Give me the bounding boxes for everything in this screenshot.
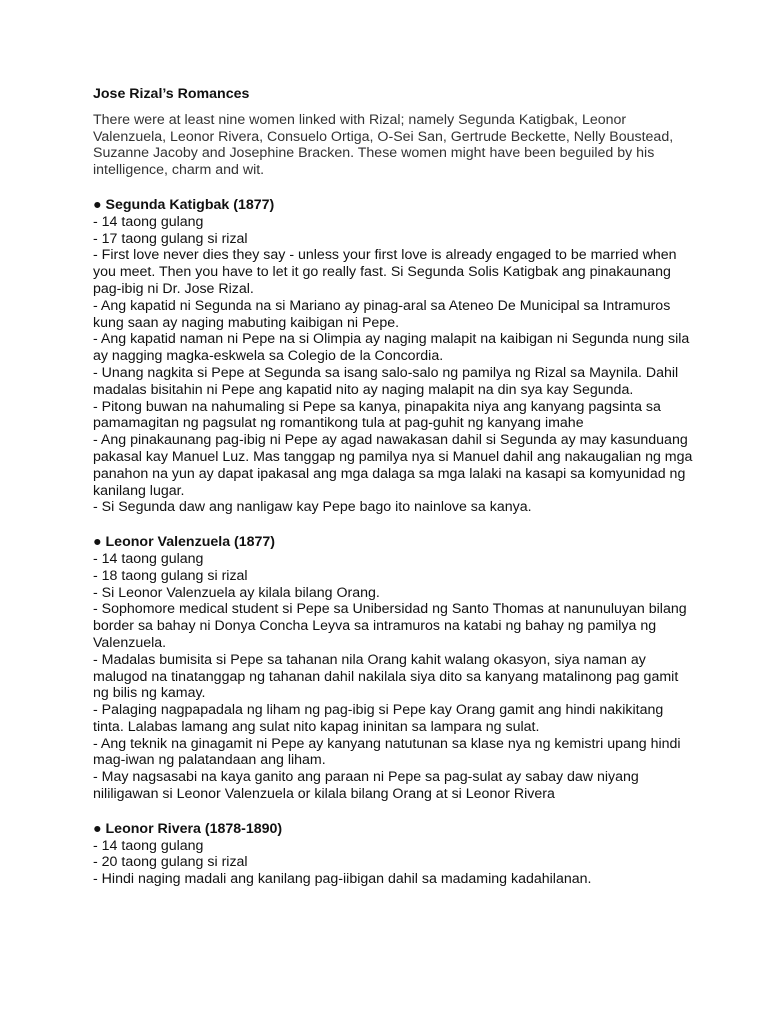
list-item: - May nagsasabi na kaya ganito ang paraan ni Pepe sa pag-sulat ay sabay daw niyang nililigawan si Leonor Valenzuela or kilala bilang Orang at si Leonor Rivera [93,769,639,803]
document-title: Jose Rizal’s Romances [93,86,250,102]
list-item: - Madalas bumisita si Pepe sa tahanan nila Orang kahit walang okasyon, siya naman ay malugod na tinatanggap ng tahanan dahil nakilala siya dito sa kanyang matalinong pag gamit ng bilis ng kamay. [93,651,679,702]
list-item: - Unang nagkita si Pepe at Segunda sa isang salo-salo ng pamilya ng Rizal sa Maynila. Dahil madalas bisitahin ni Pepe ang kapatid nito ay naging malapit na din sya kay Segunda. [93,364,679,398]
list-item: - 14 taong gulang [93,550,204,567]
section-leonor-rivera [93,821,693,888]
list-item: - Si Segunda daw ang nanligaw kay Pepe bago ito nainlove sa kanya. [93,499,532,516]
list-item: - 18 taong gulang si rizal [93,567,248,584]
section-heading: ● Segunda Katigbak (1877) [93,196,275,213]
section-heading: ● Leonor Rivera (1878-1890) [93,820,283,837]
section-segunda-katigbak [93,197,693,516]
list-item: - Ang teknik na ginagamit ni Pepe ay kanyang natutunan sa klase nya ng kemistri upang hindi mag-iwan ng palatandaan ang liham. [93,735,681,769]
list-item: - 17 taong gulang si rizal [93,230,248,247]
list-item: - 20 taong gulang si rizal [93,854,248,871]
section-heading: ● Leonor Valenzuela (1877) [93,534,276,551]
list-item: - Sophomore medical student si Pepe sa Unibersidad ng Santo Thomas at nanunuluyan bilang border sa bahay ni Donya Concha Leyva sa intramuros na katabi ng bahay ng pamilya ng Valenzuela. [93,601,687,651]
list-item: - Si Leonor Valenzuela ay kilala bilang Orang. [93,584,380,601]
intro-paragraph: There were at least nine women linked with Rizal; namely Segunda Katigbak, Leonor Valenzuela, Leonor Rivera, Consuelo Ortiga, O-Sei San, Gertrude Beckette, Nelly Boustead, Suzanne Jacoby and Josephine Bracken. These women might have been beguiled by his intelligence, charm and wit. [93,111,674,179]
section-leonor-valenzuela [93,534,693,803]
list-item: - Hindi naging madali ang kanilang pag-iibigan dahil sa madaming kadahilanan. [93,871,592,888]
list-item: - Ang pinakaunang pag-ibig ni Pepe ay agad nawakasan dahil si Segunda ay may kasunduang pakasal kay Manuel Luz. Mas tanggap ng pamilya nya si Manuel dahil ang nakaugalian ng mga panahon na yun ay dapat ipakasal ang mga dalaga sa mga lalaki na kasapi sa komyunidad ng kanilang lugar. [93,432,693,499]
list-item: - 14 taong gulang [93,213,204,230]
list-item: - Ang kapatid ni Segunda na si Mariano ay pinag-aral sa Ateneo De Municipal sa Intramuros kung saan ay naging mabuting kaibigan ni Pepe. [93,297,671,331]
list-item: - 14 taong gulang [93,837,204,854]
list-item: - First love never dies they say - unless your first love is already engaged to be married when you meet. Then you have to let it go really fast. Si Segunda Solis Katigbak ang pinakaunang pag-ibig ni Dr. Jose Rizal. [93,247,677,297]
list-item: - Pitong buwan na nahumaling si Pepe sa kanya, pinapakita niya ang kanyang pagsinta sa pamamagitan ng pagsulat ng romantikong tula at pag-guhit ng kanyang imahe [93,398,661,432]
list-item: - Ang kapatid naman ni Pepe na si Olimpia ay naging malapit na kaibigan ni Segunda nung sila ay nagging magka-eskwela sa Colegio de la Concordia. [93,331,690,365]
document-page [93,86,693,906]
list-item: - Palaging nagpapadala ng liham ng pag-ibig si Pepe kay Orang gamit ang hindi nakikitang tinta. Lalabas lamang ang sulat nito kapag ininitan sa lampara ng sulat. [93,702,664,735]
